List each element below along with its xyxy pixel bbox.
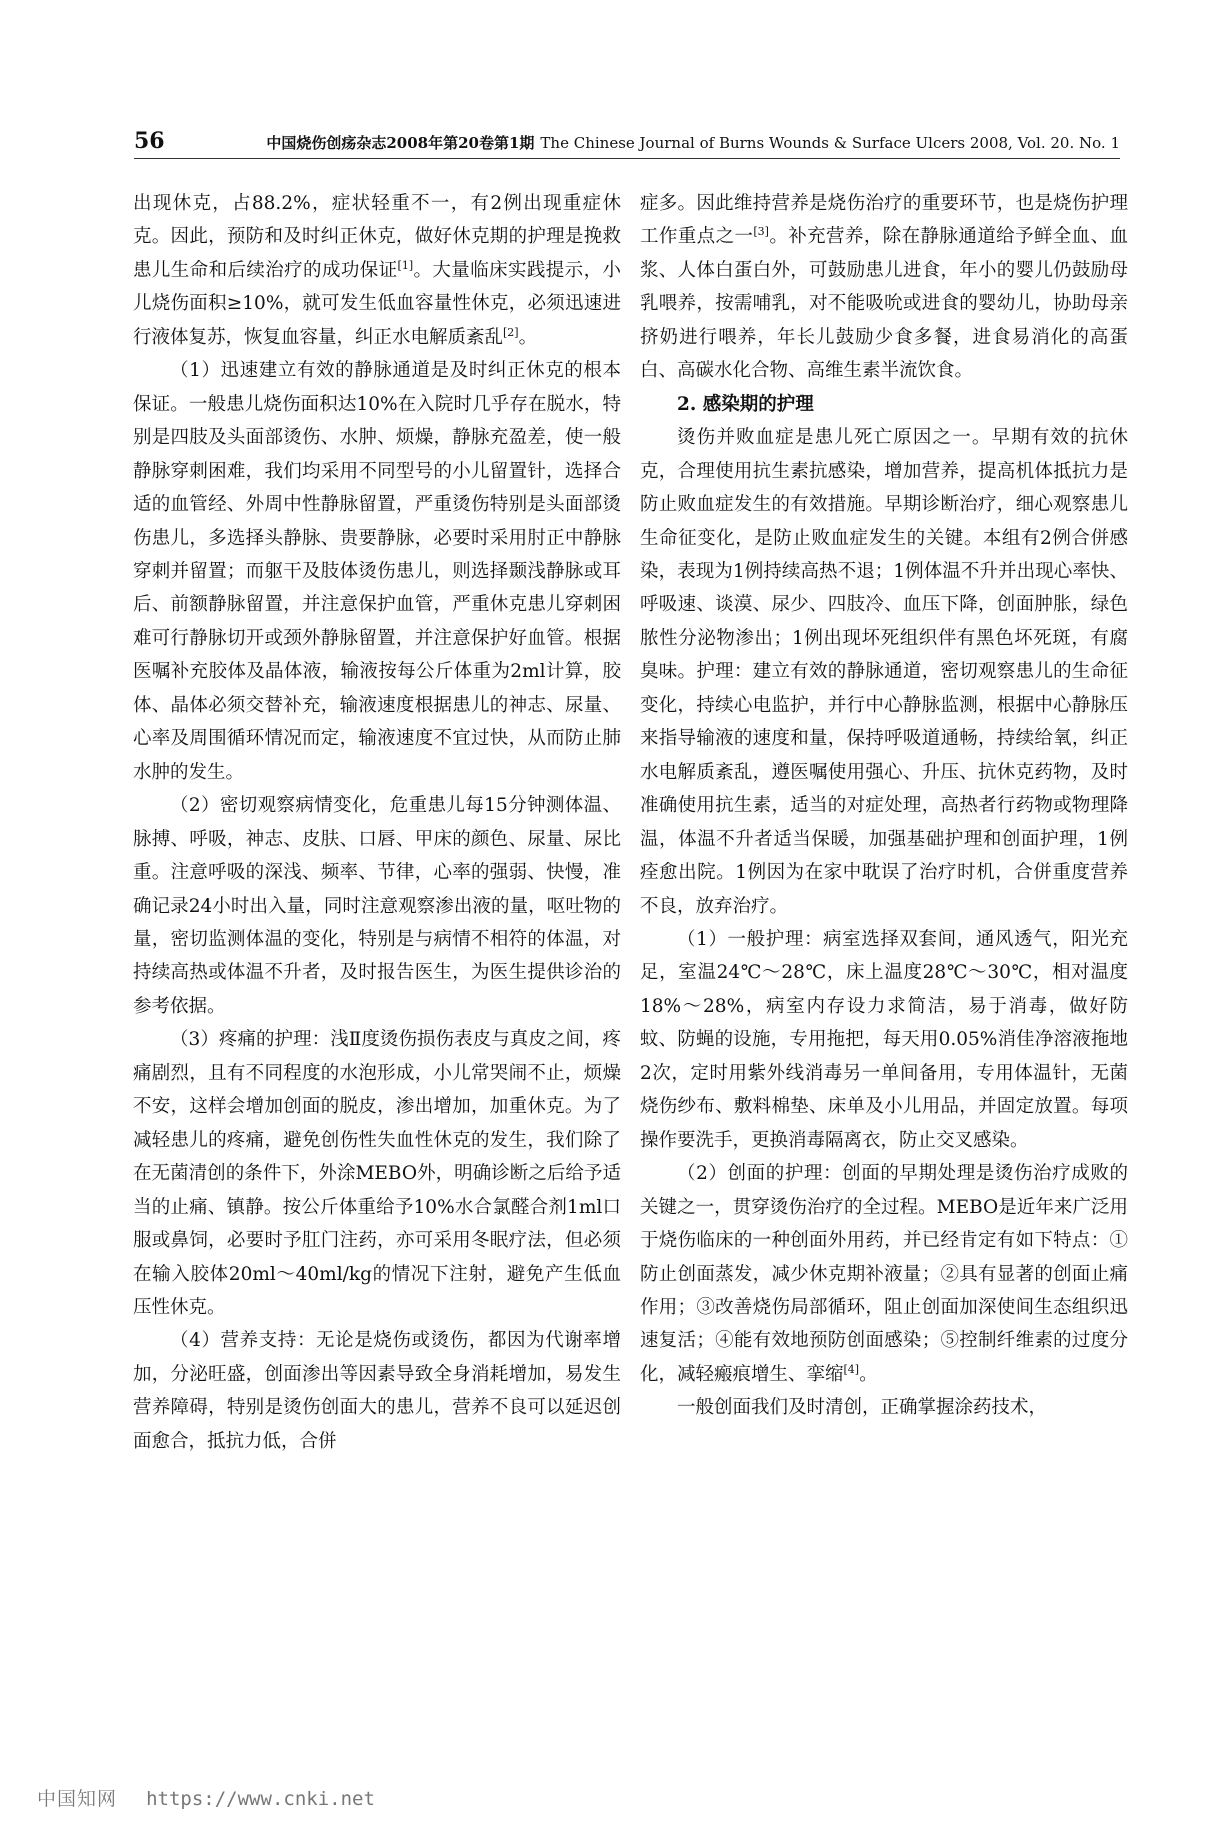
cnki-url[interactable]: https://www.cnki.net bbox=[146, 1788, 375, 1810]
paragraph: （2）密切观察病情变化，危重患儿每15分钟测体温、脉搏、呼吸，神志、皮肤、口唇、甲床的颜色、尿量、尿比重。注意呼吸的深浅、频率、节律，心率的强弱、快慢，准确记录24小时出入量，同时注意观察渗出液的量，呕吐物的量，密切监测体温的变化，特别是与病情不相符的体温，对持续高热或体温不升者，及时报告医生，为医生提供诊治的参考依据。 bbox=[133, 795, 621, 1017]
cnki-logo: 中国知网 bbox=[37, 1788, 118, 1810]
paragraph: （4）营养支持：无论是烧伤或烫伤，都因为代谢率增加，分泌旺盛，创面渗出等因素导致全身消耗增加，易发生营养障碍，特别是烫伤创面大的患儿，营养不良可以延迟创面愈合，抵抗力低，合併 bbox=[133, 1330, 621, 1452]
section-heading: 2. 感染期的护理 bbox=[677, 393, 814, 415]
reference-mark: [1] bbox=[397, 258, 414, 272]
paragraph: （3）疼痛的护理：浅Ⅱ度烫伤损伤表皮与真皮之间，疼痛剧烈，且有不同程度的水泡形成，小儿常哭闹不止，烦燥不安，这样会增加创面的脱皮，渗出增加，加重休克。为了减轻患儿的疼痛，避免创伤性失血性休克的发生，我们除了在无菌清创的条件下，外涂MEBO外，明确诊断之后给予适当的止痛、镇静。按公斤体重给予10%水合氯醛合剂1ml口服或鼻饲，必要时予肛门注药，亦可采用冬眠疗法，但必须在输入胶体20ml～40ml/kg的情况下注射，避免产生低血压性休克。 bbox=[133, 1029, 621, 1318]
journal-citation bbox=[266, 132, 1120, 153]
paragraph: 一般创面我们及时清创，正确掌握涂药技术， bbox=[677, 1397, 1048, 1419]
reference-mark: [2] bbox=[503, 325, 519, 339]
right-column bbox=[640, 187, 1128, 1425]
journal-title-cn: 中国烧伤创疡杂志2008年第20卷第1期 bbox=[266, 134, 535, 152]
journal-title-en: The Chinese Journal of Burns Wounds & Surface Ulcers 2008, Vol. 20. No. 1 bbox=[540, 134, 1120, 152]
paragraph: （2）创面的护理：创面的早期处理是烫伤治疗成败的关键之一，贯穿烫伤治疗的全过程。MEBO是近年来广泛用于烧伤临床的一种创面外用药，并已经肯定有如下特点：①防止创面蒸发，减少休克期补液量；②具有显著的创面止痛作用；③改善烧伤局部循环，阻止创面加深使间生态组织迅速复活；④能有效地预防创面感染；⑤控制纤维素的过度分化，减轻瘢痕增生、挛缩[4]。 bbox=[640, 1163, 1128, 1385]
page-number: 56 bbox=[134, 128, 165, 154]
paragraph: 症多。因此维持营养是烧伤治疗的重要环节，也是烧伤护理工作重点之一[3]。补充营养，除在静脉通道给予鲜全血、血浆、人体白蛋白外，可鼓励患儿进食，年小的婴儿仍鼓励母乳喂养，按需哺乳，对不能吸吮或进食的婴幼儿，协助母亲挤奶进行喂养，年长儿鼓励少食多餐，进食易消化的高蛋白、高碳水化合物、高维生素半流饮食。 bbox=[640, 193, 1128, 382]
paragraph: 出现休克，占88.2%，症状轻重不一，有2例出现重症休克。因此，预防和及时纠正休克，做好休克期的护理是挽救患儿生命和后续治疗的成功保证[1]。大量临床实践提示，小儿烧伤面积≥10%，就可发生低血容量性休克，必须迅速进行液体复苏，恢复血容量，纠正水电解质紊乱[2]。 bbox=[133, 193, 621, 348]
watermark-footer bbox=[37, 1784, 375, 1814]
paragraph: （1）一般护理：病室选择双套间，通风透气，阳光充足，室温24℃～28℃，床上温度28℃～30℃，相对温度18%～28%，病室内存设力求简洁，易于消毒，做好防蚊、防蝇的设施，专用拖把，每天用0.05%消佳净溶液拖地2次，定时用紫外线消毒另一单间备用，专用体温针，无菌烧伤纱布、敷料棉垫、床单及小儿用品，并固定放置。每项操作要洗手，更换消毒隔离衣，防止交叉感染。 bbox=[640, 928, 1128, 1151]
reference-mark: [3] bbox=[753, 225, 769, 239]
paragraph: 烫伤并败血症是患儿死亡原因之一。早期有效的抗休克，合理使用抗生素抗感染，增加营养，提高机体抵抗力是防止败血症发生的有效措施。早期诊断治疗，细心观察患儿生命征变化，是防止败血症发生的关键。本组有2例合併感染，表现为1例持续高热不退；1例体温不升并出现心率快、呼吸速、谈漠、尿少、四肢冷、血压下降，创面肿胀，绿色脓性分泌物渗出；1例出现坏死组织伴有黑色坏死斑，有腐臭味。护理：建立有效的静脉通道，密切观察患儿的生命征变化，持续心电监护，并行中心静脉监测，根据中心静脉压来指导输液的速度和量，保持呼吸道通畅，持续给氧，纠正水电解质紊乱，遵医嘱使用强心、升压、抗休克药物，及时准确使用抗生素，适当的对症处理，高热者行药物或物理降温，体温不升者适当保暖，加强基础护理和创面护理，1例痊愈出院。1例因为在家中耽误了治疗时机，合併重度营养不良，放弃治疗。 bbox=[640, 427, 1128, 917]
left-column bbox=[133, 187, 621, 1458]
header-rule bbox=[134, 158, 1120, 159]
paragraph: （1）迅速建立有效的静脉通道是及时纠正休克的根本保证。一般患儿烧伤面积达10%在入院时几乎存在脱水，特别是四肢及头面部烫伤、水肿、烦燥，静脉充盈差，使一般静脉穿刺困难，我们均采用不同型号的小儿留置针，选择合适的血管经、外周中性静脉留置，严重烫伤特别是头面部烫伤患儿，多选择头静脉、贵要静脉，必要时采用肘正中静脉穿刺并留置；而躯干及肢体烫伤患儿，则选择颞浅静脉或耳后、前额静脉留置，并注意保护血管，严重休克患儿穿刺困难可行静脉切开或颈外静脉留置，并注意保护好血管。根据医嘱补充胶体及晶体液，输液按每公斤体重为2ml计算，胶体、晶体必须交替补充，输液速度根据患儿的神志、尿量、心率及周围循环情况而定，输液速度不宜过快，从而防止肺水肿的发生。 bbox=[133, 360, 621, 783]
reference-mark: [4] bbox=[843, 1362, 860, 1376]
